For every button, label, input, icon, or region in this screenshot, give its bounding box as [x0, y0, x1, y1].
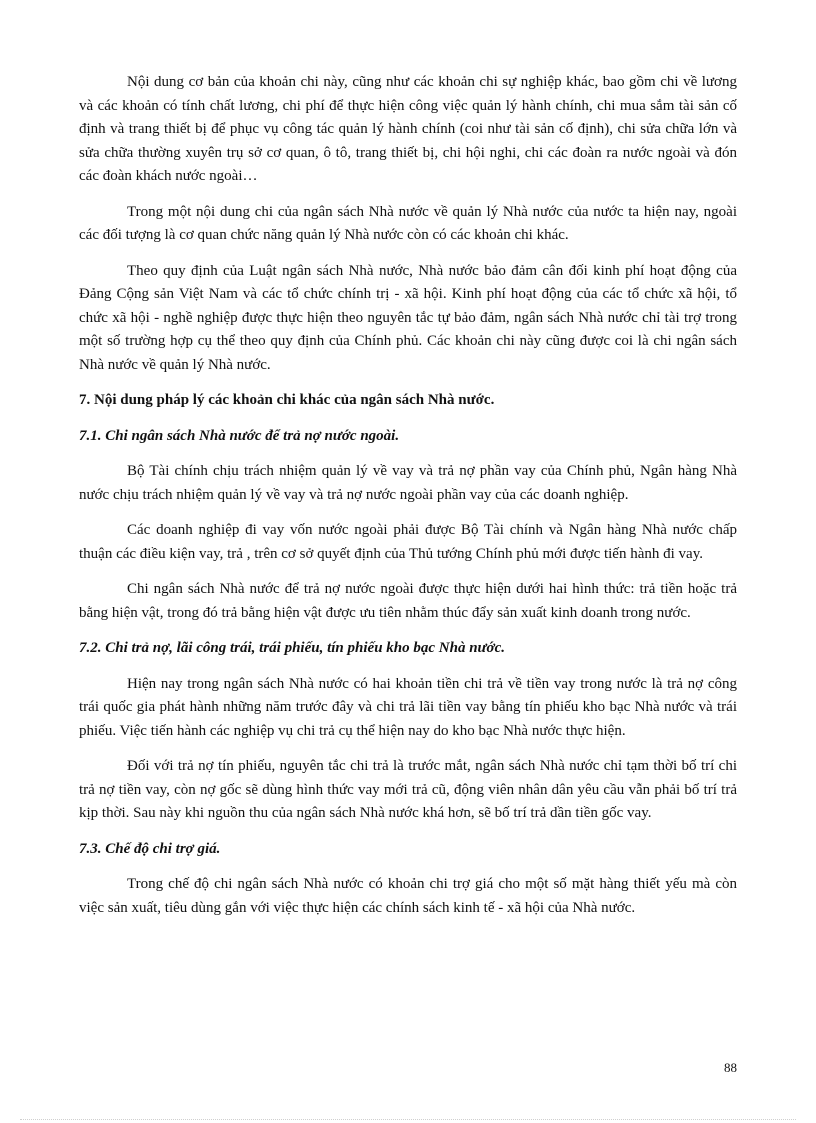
section-heading-7-1: 7.1. Chi ngân sách Nhà nước để trả nợ nước ngoài.	[79, 427, 400, 444]
document-page	[79, 71, 737, 932]
paragraph-other-expenses: Trong một nội dung chi của ngân sách Nhà nước về quản lý Nhà nước của nước ta hiện nay, ngoài các đối tượng là cơ quan chức năng quản lý Nhà nước còn có các khoản chi khác.	[79, 203, 737, 243]
footer-divider	[20, 1119, 796, 1120]
paragraph-finance-ministry: Bộ Tài chính chịu trách nhiệm quản lý về vay và trả nợ phần vay của Chính phủ, Ngân hàng Nhà nước chịu trách nhiệm quản lý về vay và trả nợ nước ngoài phần vay của các doanh nghiệp.	[79, 463, 737, 503]
paragraph-domestic-debt: Hiện nay trong ngân sách Nhà nước có hai khoản tiền chi trả về tiền vay trong nước là trả nợ công trái quốc gia phát hành những năm trước đây và chi trả lãi tiền vay bằng tín phiếu kho bạc Nhà nước và trái phiếu. Việc tiến hành các nghiệp vụ chi trả cụ thể hiện nay do kho bạc Nhà nước thực hiện.	[79, 675, 737, 739]
paragraph-enterprise-loans: Các doanh nghiệp đi vay vốn nước ngoài phải được Bộ Tài chính và Ngân hàng Nhà nước chấp thuận các điều kiện vay, trả , trên cơ sở quyết định của Thủ tướng Chính phủ mới được tiến hành đi vay.	[79, 522, 737, 562]
paragraph-bill-repayment: Đối với trả nợ tín phiếu, nguyên tắc chi trả là trước mắt, ngân sách Nhà nước chỉ tạm thời bố trí chi trả nợ tiền vay, còn nợ gốc sẽ dùng hình thức vay mới trả cũ, động viên nhân dân yêu cầu vẫn phải bố trí trả kịp thời. Sau này khi nguồn thu của ngân sách Nhà nước khá hơn, sẽ bố trí trả dần tiền gốc vay.	[79, 758, 737, 821]
paragraph-repayment-forms: Chi ngân sách Nhà nước để trả nợ nước ngoài được thực hiện dưới hai hình thức: trả tiền hoặc trả bằng hiện vật, trong đó trả bằng hiện vật được ưu tiên nhằm thúc đẩy sản xuất kinh doanh trong nước.	[79, 581, 737, 621]
paragraph-price-subsidy: Trong chế độ chi ngân sách Nhà nước có khoản chi trợ giá cho một số mặt hàng thiết yếu mà còn việc sản xuất, tiêu dùng gắn với việc thực hiện các chính sách kinh tế - xã hội của Nhà nước.	[79, 876, 737, 916]
section-heading-7-2: 7.2. Chi trả nợ, lãi công trái, trái phiếu, tín phiếu kho bạc Nhà nước.	[79, 640, 505, 656]
paragraph-admin-expense-content: Nội dung cơ bản của khoản chi này, cũng như các khoản chi sự nghiệp khác, bao gồm chi về lương và các khoản có tính chất lương, chi phí để thực hiện công việc quản lý hành chính, chi mua sắm tài sản cố định và trang thiết bị để phục vụ công tác quản lý hành chính (coi như tài sản cố định), chi sửa chữa lớn và sửa chữa thường xuyên trụ sở cơ quan, ô tô, trang thiết bị, chi hội nghi, chi các đoàn ra nước ngoài và đón các đoàn khách nước ngoài…	[79, 74, 737, 184]
paragraph-budget-law: Theo quy định của Luật ngân sách Nhà nước, Nhà nước bảo đảm cân đối kinh phí hoạt động của Đảng Cộng sản Việt Nam và các tổ chức chính trị - xã hội. Kinh phí hoạt động của các tổ chức xã hội, tổ chức xã hội - nghề nghiệp được thực hiện theo nguyên tắc tự bảo đảm, ngân sách Nhà nước chỉ tài trợ trong một số trường hợp cụ thể theo quy định của Chính phủ. Các khoản chi này cũng được coi là chi ngân sách Nhà nước về quản lý Nhà nước.	[79, 262, 737, 373]
section-heading-7-3: 7.3. Chế độ chi trợ giá.	[79, 840, 221, 857]
section-heading-7: 7. Nội dung pháp lý các khoản chi khác của ngân sách Nhà nước.	[79, 392, 495, 408]
page-number: 88	[724, 1060, 737, 1075]
